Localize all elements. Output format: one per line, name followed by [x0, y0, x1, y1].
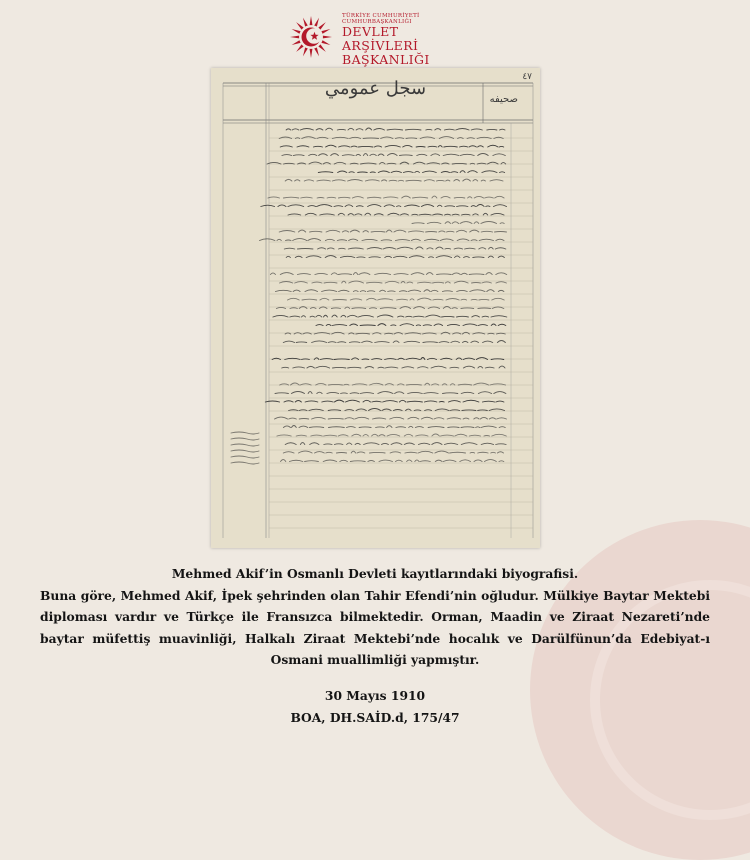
emblem-ray: [318, 22, 325, 29]
emblem-ray: [323, 36, 332, 39]
corner-label: صحيفه: [489, 94, 518, 105]
document-meta: [40, 685, 710, 729]
emblem-ray: [303, 18, 308, 27]
org-name-line2: BAŞKANLIĞI: [342, 52, 430, 67]
emblem-ray: [321, 29, 330, 34]
emblem-ray: [314, 18, 319, 27]
document-ruled-lines: [211, 68, 540, 548]
header: [287, 8, 477, 66]
emblem-ray: [296, 22, 303, 29]
emblem-ray: [296, 44, 303, 51]
emblem-ray: [321, 40, 330, 45]
emblem-ray: [318, 44, 325, 51]
caption-body: Buna göre, Mehmed Akif, İpek şehrinden olan Tahir Efendi’nin oğludur. Mülkiye Baytar Mektebi diploması vardır ve Türkçe ile Fransızca bilmektedir. Orman, Maadin ve Ziraat Nezareti’nde baytar müfettiş muavinliği, Halkalı Ziraat Mektebi’nde hocalık ve Darülfünun’da Edebiyat-ı Osmani muallimliği yapmıştır.: [40, 587, 710, 667]
emblem-ray: [292, 29, 301, 34]
page-number: ٤٧: [522, 72, 532, 82]
emblem-ray: [292, 40, 301, 45]
org-name-line1: DEVLET ARŞİVLERİ: [342, 24, 419, 53]
org-line1: TÜRKİYE CUMHURİYETİ: [342, 13, 420, 19]
register-heading: سجل عمومي: [324, 78, 427, 99]
org-line2: CUMHURBAŞKANLIĞI: [342, 19, 412, 25]
archival-document-image: [211, 68, 540, 548]
emblem-ray: [314, 47, 319, 56]
emblem-ray: [310, 16, 313, 25]
caption: [40, 563, 710, 671]
caption-title: Mehmed Akif’in Osmanlı Devleti kayıtlarındaki biyografisi.: [171, 566, 579, 581]
document-date: 30 Mayıs 1910: [324, 688, 426, 703]
crescent-star-sun-emblem-icon: [287, 12, 335, 60]
emblem-ray: [310, 49, 313, 58]
emblem-ray: [290, 36, 299, 39]
brand-text: [342, 13, 477, 67]
archive-reference: BOA, DH.SAİD.d, 175/47: [290, 710, 460, 725]
emblem-ray: [303, 47, 308, 56]
